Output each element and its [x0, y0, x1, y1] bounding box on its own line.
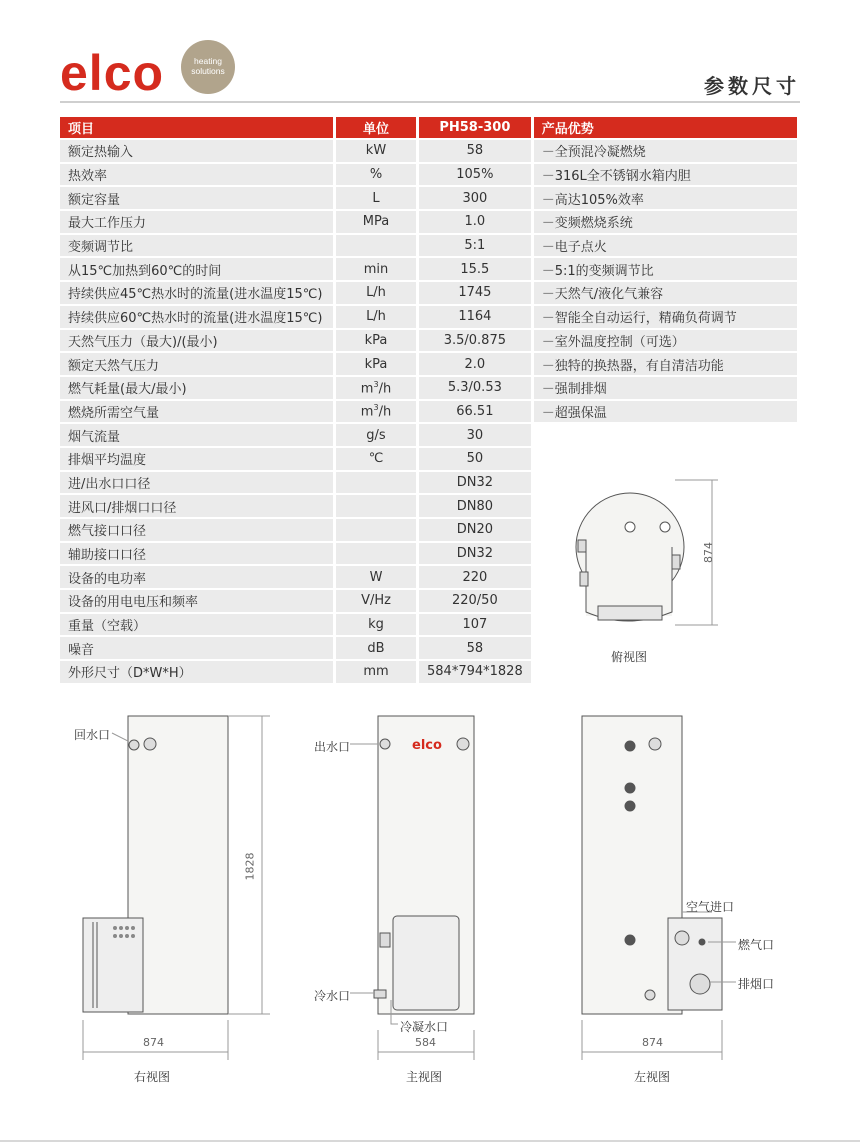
badge-line-1: heating	[194, 56, 222, 66]
header-item: 项目	[60, 117, 333, 138]
spec-unit: MPa	[336, 211, 416, 233]
advantage-item: －5:1的变频调节比	[534, 258, 797, 280]
spec-item: 进风口/排烟口口径	[60, 495, 333, 517]
spec-value: 220/50	[419, 590, 531, 612]
spec-value: 5:1	[419, 235, 531, 257]
footer-divider	[0, 1140, 860, 1142]
badge-line-2: solutions	[191, 66, 225, 76]
front-view-elco-logo: elco	[412, 738, 442, 753]
spec-item: 变频调节比	[60, 235, 333, 257]
spec-value: 58	[419, 637, 531, 659]
spec-value: 58	[419, 140, 531, 162]
right-view-caption: 右视图	[134, 1070, 171, 1084]
top-view-drawing	[576, 480, 718, 625]
spec-unit-tail: /h	[378, 380, 392, 396]
spec-unit: ℃	[336, 448, 416, 470]
spec-item: 持续供应60℃热水时的流量(进水温度15℃)	[60, 306, 333, 328]
spec-unit: kPa	[336, 330, 416, 352]
spec-unit: min	[336, 258, 416, 280]
spec-unit-base: m	[360, 404, 374, 420]
spec-value: DN20	[419, 519, 531, 541]
front-view-inlet-label: 冷水口	[314, 989, 351, 1003]
spec-item: 热效率	[60, 164, 333, 186]
spec-unit: %	[336, 164, 416, 186]
spec-value: 105%	[419, 164, 531, 186]
spec-unit: V/Hz	[336, 590, 416, 612]
spec-item: 设备的电功率	[60, 566, 333, 588]
front-view-drawing	[350, 716, 474, 1060]
spec-item: 燃气耗量(最大/最小)	[60, 377, 333, 399]
advantage-item: －高达105%效率	[534, 187, 797, 209]
spec-unit-tail: /h	[378, 404, 392, 420]
spec-item: 辅助接口口径	[60, 543, 333, 565]
right-view-drawing	[83, 716, 270, 1060]
left-view-air-label: 空气进口	[686, 900, 735, 914]
spec-unit: dB	[336, 637, 416, 659]
header-model: PH58-300	[419, 117, 531, 138]
front-view-condensate-label: 冷凝水口	[400, 1020, 449, 1034]
spec-value: 3.5/0.875	[419, 330, 531, 352]
spec-item: 燃气接口口径	[60, 519, 333, 541]
top-view-caption: 俯视图	[611, 650, 648, 664]
spec-value: 2.0	[419, 353, 531, 375]
spec-unit: L	[336, 187, 416, 209]
spec-item: 排烟平均温度	[60, 448, 333, 470]
top-view-dim: 874	[702, 542, 715, 563]
front-view-caption: 主视图	[406, 1070, 443, 1084]
advantage-item: －316L全不锈钢水箱内胆	[534, 164, 797, 186]
spec-unit-sup: 3	[373, 403, 379, 413]
spec-item: 持续供应45℃热水时的流量(进水温度15℃)	[60, 282, 333, 304]
header-unit: 单位	[336, 117, 416, 138]
right-view-return-label: 回水口	[74, 728, 111, 742]
spec-item: 重量（空载）	[60, 614, 333, 636]
spec-unit: kg	[336, 614, 416, 636]
spec-value: 220	[419, 566, 531, 588]
left-view-drawing	[582, 716, 736, 1060]
spec-value: 1164	[419, 306, 531, 328]
spec-value: 50	[419, 448, 531, 470]
spec-value: 584*794*1828	[419, 661, 531, 683]
spec-item: 额定天然气压力	[60, 353, 333, 375]
spec-unit: W	[336, 566, 416, 588]
front-view-width-dim: 584	[415, 1036, 436, 1049]
spec-item: 从15℃加热到60℃的时间	[60, 258, 333, 280]
spec-item: 进/出水口口径	[60, 472, 333, 494]
header-advantages: 产品优势	[534, 117, 797, 138]
elco-logo: elco	[60, 45, 165, 101]
spec-value: 66.51	[419, 401, 531, 423]
spec-value: 15.5	[419, 258, 531, 280]
spec-value: 300	[419, 187, 531, 209]
advantage-item: －全预混冷凝燃烧	[534, 140, 797, 162]
left-view-width-dim: 874	[642, 1036, 663, 1049]
spec-item: 最大工作压力	[60, 211, 333, 233]
advantage-item: －强制排烟	[534, 377, 797, 399]
spec-item: 烟气流量	[60, 424, 333, 446]
spec-unit: L/h	[336, 282, 416, 304]
spec-unit-base: m	[360, 380, 374, 396]
spec-item: 额定容量	[60, 187, 333, 209]
spec-item: 设备的用电电压和频率	[60, 590, 333, 612]
spec-value: DN32	[419, 472, 531, 494]
spec-value: DN80	[419, 495, 531, 517]
spec-value: 30	[419, 424, 531, 446]
spec-item: 额定热输入	[60, 140, 333, 162]
front-view-outlet-label: 出水口	[314, 740, 351, 754]
left-view-caption: 左视图	[634, 1070, 671, 1084]
spec-item: 天然气压力（最大)/(最小)	[60, 330, 333, 352]
spec-value: DN32	[419, 543, 531, 565]
spec-unit: mm	[336, 661, 416, 683]
spec-item: 燃烧所需空气量	[60, 401, 333, 423]
spec-unit-sup: 3	[373, 379, 379, 389]
spec-value: 1745	[419, 282, 531, 304]
spec-unit: g/s	[336, 424, 416, 446]
right-view-height-dim: 1828	[243, 852, 257, 881]
advantage-item: －室外温度控制（可选）	[534, 330, 797, 352]
spec-value: 107	[419, 614, 531, 636]
spec-value: 1.0	[419, 211, 531, 233]
page-title: 参数尺寸	[704, 74, 800, 98]
spec-unit: L/h	[336, 306, 416, 328]
spec-item: 外形尺寸（D*W*H）	[60, 661, 333, 683]
left-view-flue-label: 排烟口	[738, 977, 775, 991]
right-view-width-dim: 874	[143, 1036, 164, 1049]
spec-item: 噪音	[60, 637, 333, 659]
advantage-item: －超强保温	[534, 401, 797, 423]
left-view-gas-label: 燃气口	[738, 938, 775, 952]
advantage-item: －独特的换热器，有自清洁功能	[534, 353, 797, 375]
advantage-item: －天然气/液化气兼容	[534, 282, 797, 304]
spec-value: 5.3/0.53	[419, 377, 531, 399]
advantage-item: －智能全自动运行，精确负荷调节	[534, 306, 797, 328]
advantage-item: －变频燃烧系统	[534, 211, 797, 233]
spec-unit: kPa	[336, 353, 416, 375]
advantage-item: －电子点火	[534, 235, 797, 257]
spec-unit: kW	[336, 140, 416, 162]
